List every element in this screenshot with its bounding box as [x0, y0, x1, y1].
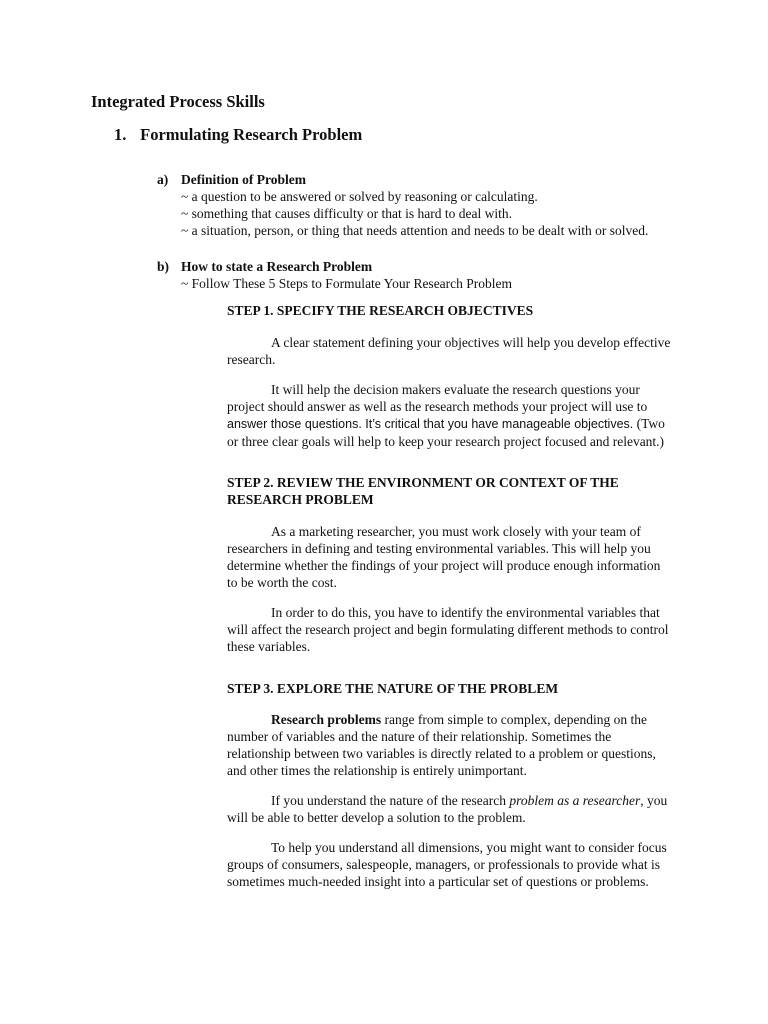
italic-term: problem as a researcher — [509, 793, 641, 808]
step-3 — [227, 680, 673, 890]
subsection-letter: b) — [157, 259, 170, 274]
step-2 — [227, 474, 673, 655]
subsection-heading — [157, 258, 717, 275]
paragraph-text: range from simple to complex, depending on the number of variables and the nature of their relationship. Sometimes the relationship between two variables is directly related to a problem or questions, and other times the relationship is entirely unimportant. — [227, 712, 656, 778]
step-3-paragraph-2 — [227, 792, 673, 826]
definition-line: ~ something that causes difficulty or that is hard to deal with. — [181, 206, 512, 221]
subsection-how-to-state — [157, 258, 717, 292]
subsection-heading — [157, 171, 717, 188]
step-1-paragraph-2 — [227, 381, 673, 450]
section-title: Formulating Research Problem — [140, 125, 363, 144]
document-title: Integrated Process Skills — [91, 92, 265, 111]
definition-line: ~ a question to be answered or solved by reasoning or calculating. — [181, 189, 538, 204]
paragraph-text: (Two or three clear goals will help to keep your research project focused and relevant.) — [227, 416, 665, 449]
paragraph-text: , you will be able to better develop a solution to the problem. — [227, 793, 668, 825]
subsection-title: How to state a Research Problem — [181, 259, 373, 274]
step-3-title: STEP 3. EXPLORE THE NATURE OF THE PROBLEM — [227, 681, 559, 696]
step-3-paragraph-3: To help you understand all dimensions, you might want to consider focus groups of consumers, salespeople, managers, or professionals to provide what is sometimes much-needed insight into a particular set of questions or problems. — [227, 840, 667, 889]
paragraph-text: If you understand the nature of the research — [271, 793, 510, 808]
step-2-paragraph-1: As a marketing researcher, you must work closely with your team of researchers in defining and testing environmental variables. This will help you determine whether the findings of your project will produce enough information to be worth the cost. — [227, 524, 661, 590]
step-1-title: STEP 1. SPECIFY THE RESEARCH OBJECTIVES — [227, 303, 534, 318]
step-2-title — [227, 474, 673, 508]
bold-term: Research problems — [271, 712, 382, 727]
step-2-title-line: RESEARCH PROBLEM — [227, 492, 374, 507]
intro-line: ~ Follow These 5 Steps to Formulate Your Research Problem — [181, 276, 513, 291]
paragraph-text: It will help the decision makers evaluate the research questions your project should answer as well as the research methods your project will use to — [227, 382, 648, 414]
paragraph-text-sans: answer those questions. It’s critical that you have manageable objectives. — [227, 417, 634, 431]
definition-line: ~ a situation, person, or thing that needs attention and needs to be dealt with or solved. — [181, 223, 649, 238]
subsection-title: Definition of Problem — [181, 172, 306, 187]
section-number: 1. — [114, 125, 127, 144]
step-3-paragraph-1 — [227, 711, 673, 779]
subsection-definition — [157, 171, 717, 239]
step-2-paragraph-2: In order to do this, you have to identify the environmental variables that will affect the research project and begin formulating different methods to control these variables. — [227, 605, 669, 654]
step-1-paragraph-1: A clear statement defining your objectives will help you develop effective research. — [227, 335, 671, 367]
step-2-title-line: STEP 2. REVIEW THE ENVIRONMENT OR CONTEXT OF THE — [227, 475, 619, 490]
section-heading — [114, 126, 362, 143]
step-1 — [227, 302, 673, 450]
subsection-letter: a) — [157, 172, 169, 187]
